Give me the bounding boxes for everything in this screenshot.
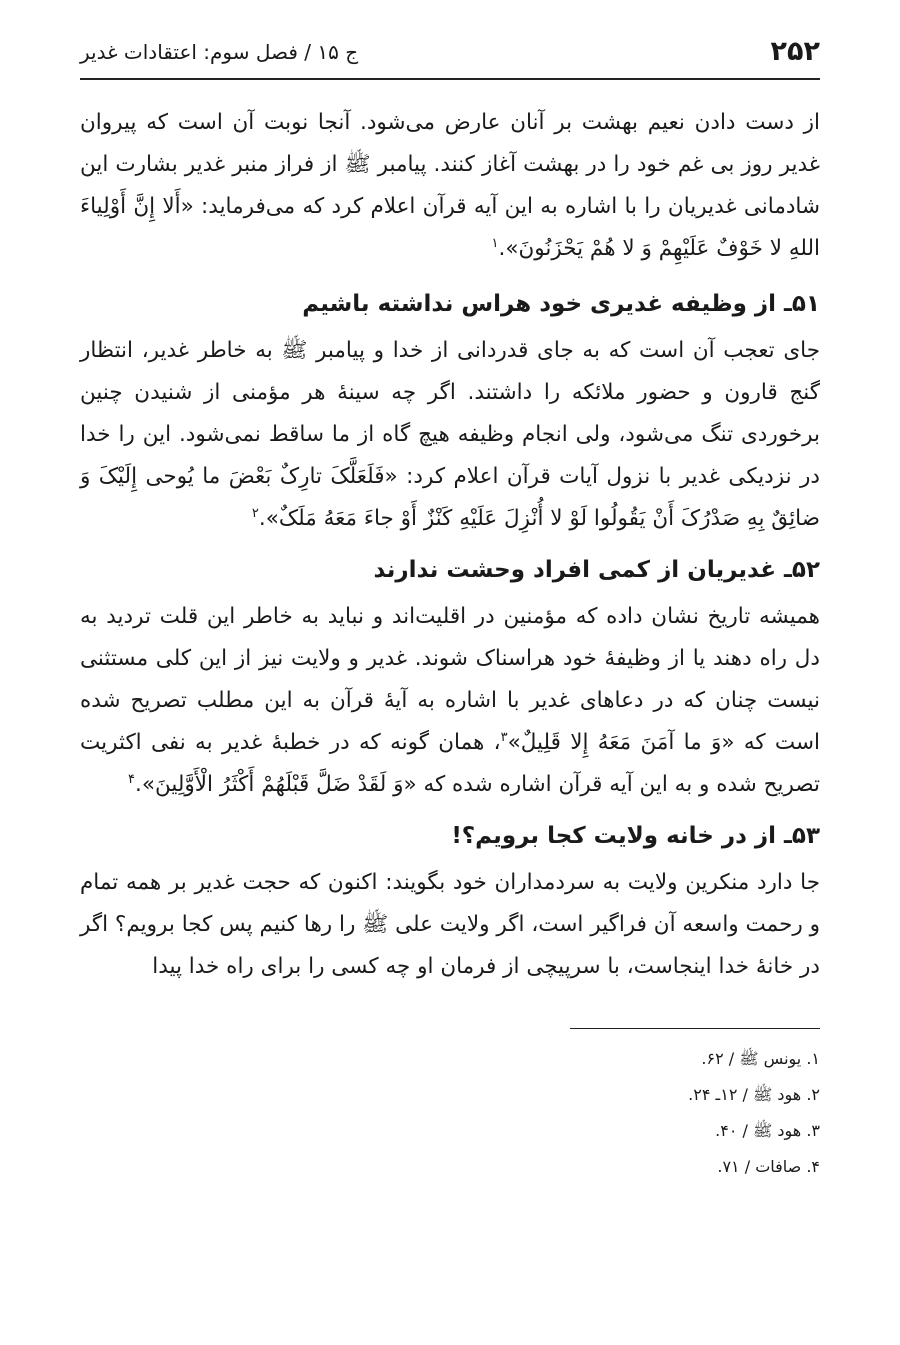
intro-paragraph [80, 102, 820, 270]
footnotes [80, 1041, 820, 1185]
running-header [80, 30, 820, 80]
section-heading-53: ۵۳ـ از در خانه ولایت کجا برویم؟! [451, 823, 820, 849]
footnote-ref[interactable]: ۳ [500, 729, 508, 745]
footnote-ref[interactable]: ۴ [128, 771, 135, 787]
footnote-item: ۴. صافات / ۷۱. [717, 1157, 820, 1176]
body-text [80, 102, 820, 988]
section-paragraph-52 [80, 596, 820, 806]
footnote-item: ۳. هود ﷺ / ۴۰. [715, 1121, 820, 1140]
page-number: ۲۵۲ [770, 36, 820, 67]
section-text-51: جای تعجب آن است که به جای قدردانی از خدا و پیامبر ﷺ به خاطر غدیر، انتظار گنج قارون و حضور ملائکه را داشتند. اگر چه سینهٔ هر مؤمنی از شنیدن چنین برخوردی تنگ می‌شود، ولی انجام وظیفه هیچ گاه از ما ساقط نمی‌شود. این را خدا در نزدیکی غدیر با نزول آیات قرآن اعلام کرد: «فَلَعَلَّکَ تارِکٌ بَعْضَ ما یُوحی إِلَیْکَ وَ ضائِقٌ بِهِ صَدْرُکَ أَنْ یَقُولُوا لَوْ لا أُنْزِلَ عَلَیْهِ کَنْزٌ أَوْ جاءَ مَعَهُ مَلَکٌ». [80, 338, 820, 531]
section-heading-51: ۵۱ـ از وظیفه غدیری خود هراس نداشته باشیم [302, 291, 820, 317]
footnote-ref[interactable]: ۱ [491, 235, 499, 251]
section-heading-52: ۵۲ـ غدیریان از کمی افراد وحشت ندارند [373, 557, 820, 583]
footnote-item: ۲. هود ﷺ / ۱۲ـ ۲۴. [688, 1085, 820, 1104]
footnote-separator [570, 1028, 820, 1029]
intro-text: از دست دادن نعیم بهشت بر آنان عارض می‌شود. آنجا نوبت آن است که پیروان غدیر روز بی غم خود را در بهشت آغاز کنند. پیامبر ﷺ از فراز منبر غدیر بشارت این شادمانی غدیریان را با اشاره به این آیه قرآن اعلام کرد که می‌فرماید: «أَلا إِنَّ أَوْلِیاءَ اللهِ لا خَوْفٌ عَلَیْهِمْ وَ لا هُمْ یَحْزَنُونَ». [80, 110, 820, 261]
book-page [80, 30, 820, 1325]
running-title: ج ۱۵ / فصل سوم: اعتقادات غدیر [80, 40, 359, 64]
section-text-52a: همیشه تاریخ نشان داده که مؤمنین در اقلیت‌اند و نباید به خاطر این قلت تردید به دل راه دهند یا از وظیفهٔ خود هراسناک شوند. غدیر و ولایت نیز از این کلی مستثنی نیست چنان که در دعاهای غدیر با اشاره به آیهٔ قرآن به این مطلب تصریح شده است که «وَ ما آمَنَ مَعَهُ إِلا قَلِیلٌ» [80, 604, 820, 755]
section-text-52b: ، همان گونه که در خطبهٔ غدیر به نفی اکثریت تصریح شده و به این آیه قرآن اشاره شده که «وَ لَقَدْ ضَلَّ قَبْلَهُمْ أَکْثَرُ الْأَوَّلِینَ». [80, 730, 820, 797]
section-text-53: جا دارد منکرین ولایت به سردمداران خود بگویند: اکنون که حجت غدیر بر همه تمام و رحمت واسعه آن فراگیر است، اگر ولایت علی ﷺ را رها کنیم پس کجا برویم؟ اگر در خانهٔ خدا اینجاست، با سرپیچی از فرمان او چه کسی را برای راه خدا پیدا [80, 870, 820, 979]
footnote-ref[interactable]: ۲ [251, 505, 259, 521]
footnote-item: ۱. یونس ﷺ / ۶۲. [701, 1049, 820, 1068]
section-paragraph-53 [80, 862, 820, 988]
section-paragraph-51 [80, 330, 820, 540]
